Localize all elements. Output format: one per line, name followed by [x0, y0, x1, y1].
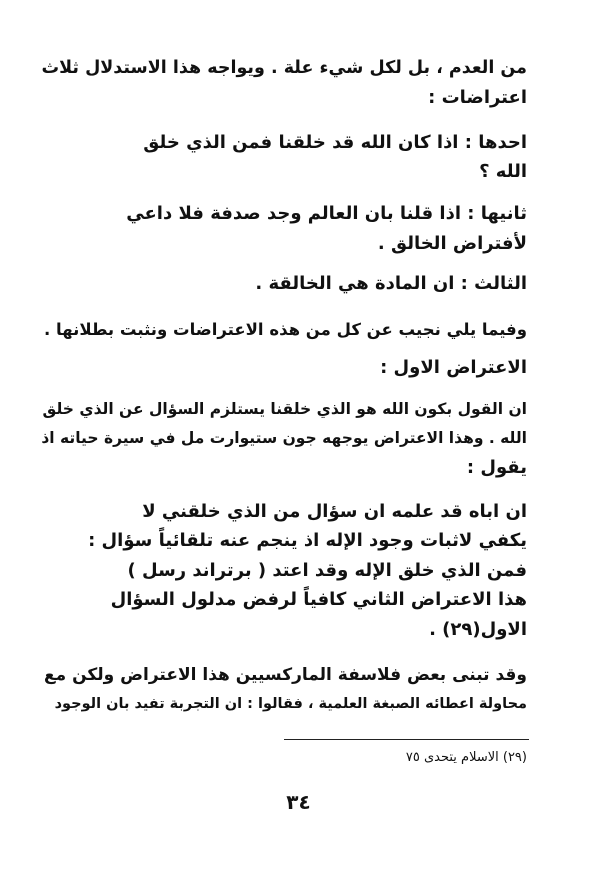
text-line: يقول : [466, 457, 527, 478]
text-line: الله ؟ [479, 161, 527, 182]
text-line: احدها : اذا كان الله قد خلقنا فمن الذي خلق [143, 132, 527, 153]
text-line: ان القول بكون الله هو الذي خلقنا يستلزم السؤال عن الذي خلق [42, 400, 527, 418]
text-line: الثالث : ان المادة هي الخالقة . [255, 273, 527, 294]
quote-line: يكفي لاثبات وجود الإله اذ ينجم عنه تلقائياً سؤال : [88, 530, 527, 551]
text-line: وقد تبنى بعض فلاسفة الماركسيين هذا الاعتراض ولكن مع [44, 665, 527, 685]
text-line: محاولة اعطائه الصبغة العلمية ، فقالوا : ان التجربة تفيد بان الوجود [54, 696, 527, 712]
quote-line: هذا الاعتراض الثاني كافياً لرفض مدلول السؤال [110, 589, 527, 610]
quote-line: ان اباه قد علمه ان سؤال من الذي خلقني لا [142, 501, 527, 522]
text-line: وفيما يلي نجيب عن كل من هذه الاعتراضات ونثبت بطلانها . [44, 320, 527, 339]
text-line: الله . وهذا الاعتراض يوجهه جون ستيوارت مل في سيرة حياته اذ [41, 429, 527, 447]
page-number: ٣٤ [286, 790, 311, 814]
quote-line: فمن الذي خلق الإله وقد اعتد ( برتراند رسل ) [127, 560, 527, 581]
text-line: لأفتراض الخالق . [377, 233, 527, 254]
text-line: اعتراضات : [428, 87, 527, 108]
footnote-divider [284, 739, 529, 740]
text-line: من العدم ، بل لكل شيء علة . ويواجه هذا الاستدلال ثلاث [41, 58, 527, 78]
footnote: (٢٩) الاسلام يتحدى ٧٥ [405, 750, 527, 765]
text-line: ثانيها : اذا قلنا بان العالم وجد صدفة فلا داعي [126, 203, 527, 224]
quote-line: الاول(٢٩) . [429, 619, 527, 640]
section-heading: الاعتراض الاول : [380, 357, 527, 378]
